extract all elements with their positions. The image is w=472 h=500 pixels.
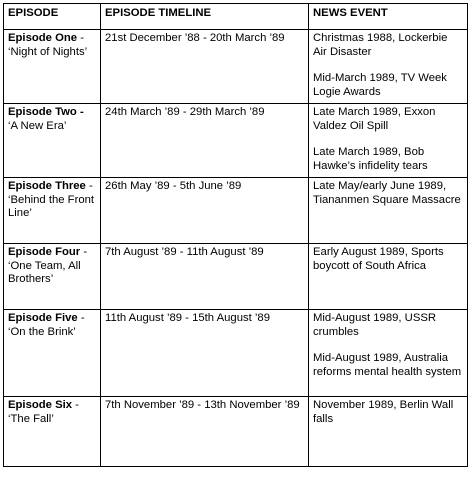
- episode-name: Episode Three: [8, 180, 86, 192]
- episode-cell: [4, 310, 101, 397]
- timeline-cell: 21st December ’88 - 20th March ’89: [101, 30, 309, 104]
- episode-title: ‘Behind the Front Line’: [8, 193, 95, 219]
- episode-name: Episode Four: [8, 246, 81, 258]
- episode-separator: -: [85, 180, 93, 192]
- episode-title: ‘A New Era’: [8, 119, 67, 132]
- header-episode-timeline: EPISODE TIMELINE: [101, 4, 309, 30]
- news-cell: [309, 244, 468, 310]
- timeline-cell: 11th August ’89 - 15th August ’89: [101, 310, 309, 397]
- news-item: Late March 1989, Bob Hawke’s infidelity tears: [313, 146, 428, 172]
- episode-title: ‘The Fall’: [8, 412, 54, 425]
- news-cell: [309, 178, 468, 244]
- news-item: Christmas 1988, Lockerbie Air Disaster: [313, 32, 448, 58]
- episode-cell: [4, 30, 101, 104]
- timeline-cell: 7th August ’89 - 11th August ’89: [101, 244, 309, 310]
- episode-name: Episode Five: [8, 312, 78, 324]
- episode-name: Episode One: [8, 32, 78, 44]
- header-news-event: NEWS EVENT: [309, 4, 468, 30]
- episode-separator: -: [77, 312, 85, 324]
- table-row: [4, 397, 468, 467]
- news-cell: [309, 397, 468, 467]
- episode-cell: [4, 244, 101, 310]
- news-cell: [309, 104, 468, 178]
- episode-separator: -: [77, 32, 84, 44]
- timeline-cell: 26th May ’89 - 5th June ’89: [101, 178, 309, 244]
- news-item: Late May/early June 1989, Tiananmen Square Massacre: [313, 180, 461, 206]
- episode-cell: [4, 397, 101, 467]
- table-row: [4, 178, 468, 244]
- table-row: [4, 30, 468, 104]
- header-row: [4, 4, 468, 30]
- episode-title: ‘On the Brink’: [8, 325, 76, 338]
- timeline-cell: 24th March ’89 - 29th March ’89: [101, 104, 309, 178]
- news-item: November 1989, Berlin Wall falls: [313, 399, 454, 425]
- episode-title: ‘One Team, All Brothers’: [8, 259, 81, 285]
- timeline-cell: 7th November ’89 - 13th November ’89: [101, 397, 309, 467]
- table-row: [4, 310, 468, 397]
- table-row: [4, 104, 468, 178]
- episode-separator: -: [72, 399, 79, 411]
- episode-news-table: [3, 3, 468, 467]
- episode-name: Episode Two -: [8, 106, 84, 118]
- table-row: [4, 244, 468, 310]
- news-cell: [309, 30, 468, 104]
- episode-name: Episode Six: [8, 399, 73, 411]
- news-item: Early August 1989, Sports boycott of South Africa: [313, 246, 444, 272]
- news-cell: [309, 310, 468, 397]
- news-item: Mid-August 1989, USSR crumbles: [313, 312, 437, 338]
- episode-separator: -: [80, 246, 88, 258]
- episode-cell: [4, 178, 101, 244]
- episode-cell: [4, 104, 101, 178]
- episode-title: ‘Night of Nights’: [8, 45, 88, 58]
- news-item: Mid-March 1989, TV Week Logie Awards: [313, 72, 447, 98]
- news-item: Late March 1989, Exxon Valdez Oil Spill: [313, 106, 436, 132]
- header-episode: EPISODE: [4, 4, 101, 30]
- news-item: Mid-August 1989, Australia reforms mental health system: [313, 352, 462, 378]
